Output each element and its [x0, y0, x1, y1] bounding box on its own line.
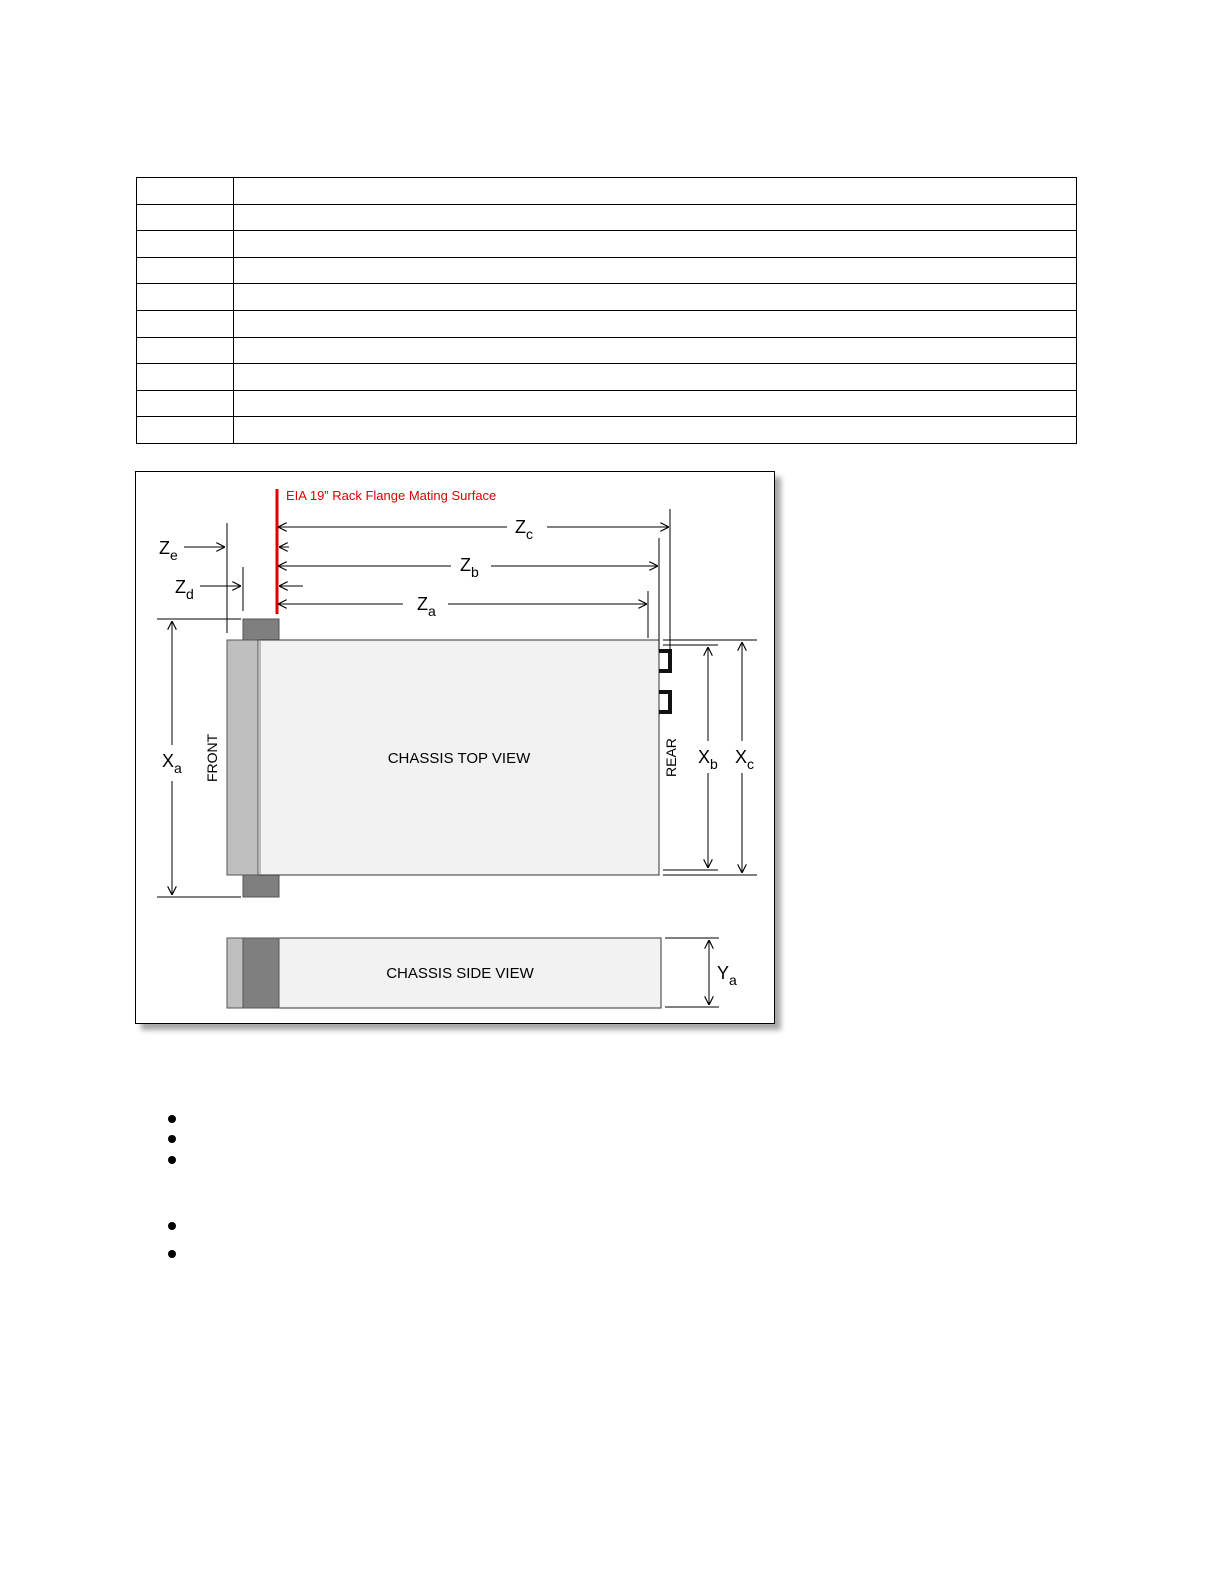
rear-connector-1 — [659, 651, 670, 671]
rear-connector-2 — [659, 692, 670, 712]
flange-block-side — [243, 938, 279, 1008]
front-bezel-top — [227, 640, 258, 875]
za-label: $Z_a$ — [417, 594, 436, 619]
diagram-svg — [1, 1, 1224, 1585]
front-bezel-side — [227, 938, 243, 1008]
zc-label: $Z_c$ — [515, 517, 533, 542]
zb-label: $Z_b$ — [460, 555, 479, 580]
list-bullet — [168, 1222, 176, 1230]
list-bullet — [168, 1115, 176, 1123]
ze-label: $Z_e$ — [159, 538, 178, 563]
list-bullet — [168, 1250, 176, 1258]
front-label: FRONT — [204, 733, 220, 782]
xa-label: $X_a$ — [162, 751, 182, 776]
list-bullet — [168, 1156, 176, 1164]
top-view-label: CHASSIS TOP VIEW — [387, 750, 531, 767]
flange-block-bottom — [243, 875, 279, 897]
xb-label: $X_b$ — [698, 747, 718, 772]
flange-label: EIA 19” Rack Flange Mating Surface — [286, 488, 497, 503]
flange-block-top — [243, 619, 279, 641]
ya-label: $Y_a$ — [717, 963, 737, 988]
side-view-label: CHASSIS SIDE VIEW — [386, 965, 534, 982]
rear-label: REAR — [663, 738, 679, 777]
chassis-dimension-diagram — [135, 471, 775, 1024]
xc-label: $X_c$ — [735, 747, 755, 772]
zd-label: $Z_d$ — [175, 577, 194, 602]
list-bullet — [168, 1135, 176, 1143]
